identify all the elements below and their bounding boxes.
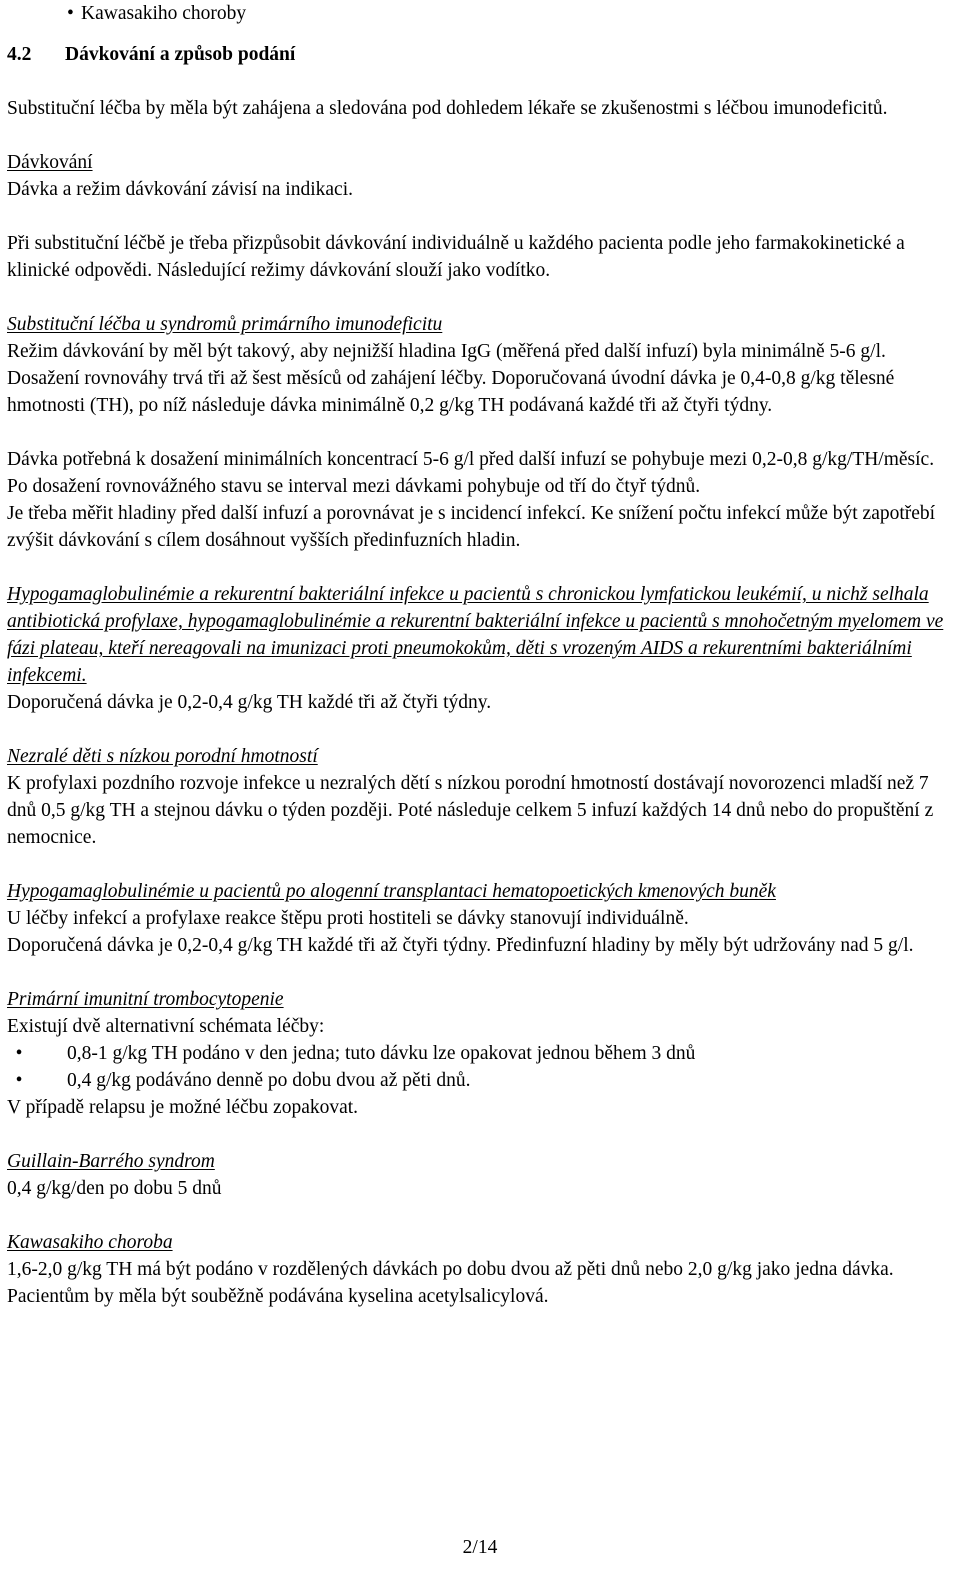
pid-paragraph-3: Je třeba měřit hladiny před další infuzí a porovnávat je s incidencí infekcí. Ke snížení počtu infekcí může být zapotřebí zvýšit dávkování s cílem dosáhnout vyšších předinfuzních hladin. <box>7 503 936 551</box>
hsct-heading: Hypogamaglobulinémie u pacientů po alogenní transplantaci hematopoetických kmenových buněk <box>7 881 776 902</box>
pid-paragraph-1: Režim dávkování by měl být takový, aby nejnižší hladina IgG (měřená před další infuzí) byla minimálně 5-6 g/l. Dosažení rovnováhy trvá tři až šest měsíců od zahájení léčby. Doporučovaná úvodní dávka je 0,4-0,8 g/kg tělesné hmotnosti (TH), po níž následuje dávka minimálně 0,2 g/kg TH podávaná každé tři až čtyři týdny. <box>7 341 895 416</box>
gbs-heading: Guillain-Barrého syndrom <box>7 1151 215 1172</box>
bullet-icon: • <box>15 1043 23 1064</box>
page-number: 2/14 <box>462 1537 498 1558</box>
section-number: 4.2 <box>7 44 32 65</box>
bullet-icon: • <box>15 1070 23 1091</box>
premature-paragraph: K profylaxi pozdního rozvoje infekce u nezralých dětí s nízkou porodní hmotností dostávají novorozenci mladší než 7 dnů 0,5 g/kg TH a stejnou dávku o týden později. Poté následuje celkem 5 infuzí každých 14 dnů nebo do propuštění z nemocnice. <box>7 773 934 848</box>
list-item-text: 0,4 g/kg podáváno denně po dobu dvou až pěti dnů. <box>67 1070 471 1091</box>
dosing-paragraph: Při substituční léčbě je třeba přizpůsobit dávkování individuálně u každého pacienta podle jeho farmakokinetické a klinické odpovědi. Následující režimy dávkování slouží jako vodítko. <box>7 233 905 281</box>
kawasaki-heading: Kawasakiho choroba <box>7 1232 173 1253</box>
list-item-text: Kawasakiho choroby <box>81 3 247 24</box>
hsct-line: U léčby infekcí a profylaxe reakce štěpu proti hostiteli se dávky stanovují individuálně. <box>7 908 689 929</box>
list-item <box>7 1067 953 1094</box>
section-heading <box>7 41 953 68</box>
document-page <box>7 0 953 1310</box>
premature-heading: Nezralé děti s nízkou porodní hmotností <box>7 746 318 767</box>
kawasaki-paragraph: 1,6-2,0 g/kg TH má být podáno v rozdělených dávkách po dobu dvou až pěti dnů nebo 2,0 g/kg jako jedna dávka. Pacientům by měla být souběžně podávána kyselina acetylsalicylová. <box>7 1259 894 1307</box>
list-item-text: 0,8-1 g/kg TH podáno v den jedna; tuto dávku lze opakovat jednou během 3 dnů <box>67 1043 696 1064</box>
list-item <box>7 0 953 27</box>
intro-paragraph: Substituční léčba by měla být zahájena a sledována pod dohledem lékaře se zkušenostmi s léčbou imunodeficitů. <box>7 98 888 119</box>
itp-line: Existují dvě alternativní schémata léčby: <box>7 1016 325 1037</box>
list-item <box>7 1040 953 1067</box>
itp-relapse-line: V případě relapsu je možné léčbu zopakovat. <box>7 1097 359 1118</box>
pid-paragraph-2: Dávka potřebná k dosažení minimálních koncentrací 5-6 g/l před další infuzí se pohybuje mezi 0,2-0,8 g/kg/TH/měsíc. Po dosažení rovnovážného stavu se interval mezi dávkami pohybuje od tří do čtyř týdnů. <box>7 449 935 497</box>
itp-heading: Primární imunitní trombocytopenie <box>7 989 284 1010</box>
hypo-cll-heading: Hypogamaglobulinémie a rekurentní bakteriální infekce u pacientů s chronickou lymfatickou leukémií, u nichž selhala antibiotická profylaxe, hypogamaglobulinémie a rekurentní bakteriální infekce u pacientů s mnohočetným myelomem ve fázi plateau, kteří nereagovali na imunizaci proti pneumokokům, děti s vrozeným AIDS a rekurentními bakteriálními infekcemi. <box>7 584 944 686</box>
dosing-heading: Dávkování <box>7 152 93 173</box>
pid-heading: Substituční léčba u syndromů primárního imunodeficitu <box>7 314 443 335</box>
bullet-icon: • <box>67 3 74 24</box>
hypo-cll-paragraph: Doporučená dávka je 0,2-0,4 g/kg TH každé tři až čtyři týdny. <box>7 692 492 713</box>
dosing-line: Dávka a režim dávkování závisí na indikaci. <box>7 179 353 200</box>
section-title: Dávkování a způsob podání <box>65 44 296 65</box>
gbs-line: 0,4 g/kg/den po dobu 5 dnů <box>7 1178 222 1199</box>
hsct-paragraph: Doporučená dávka je 0,2-0,4 g/kg TH každé tři až čtyři týdny. Předinfuzní hladiny by měly být udržovány nad 5 g/l. <box>7 935 914 956</box>
